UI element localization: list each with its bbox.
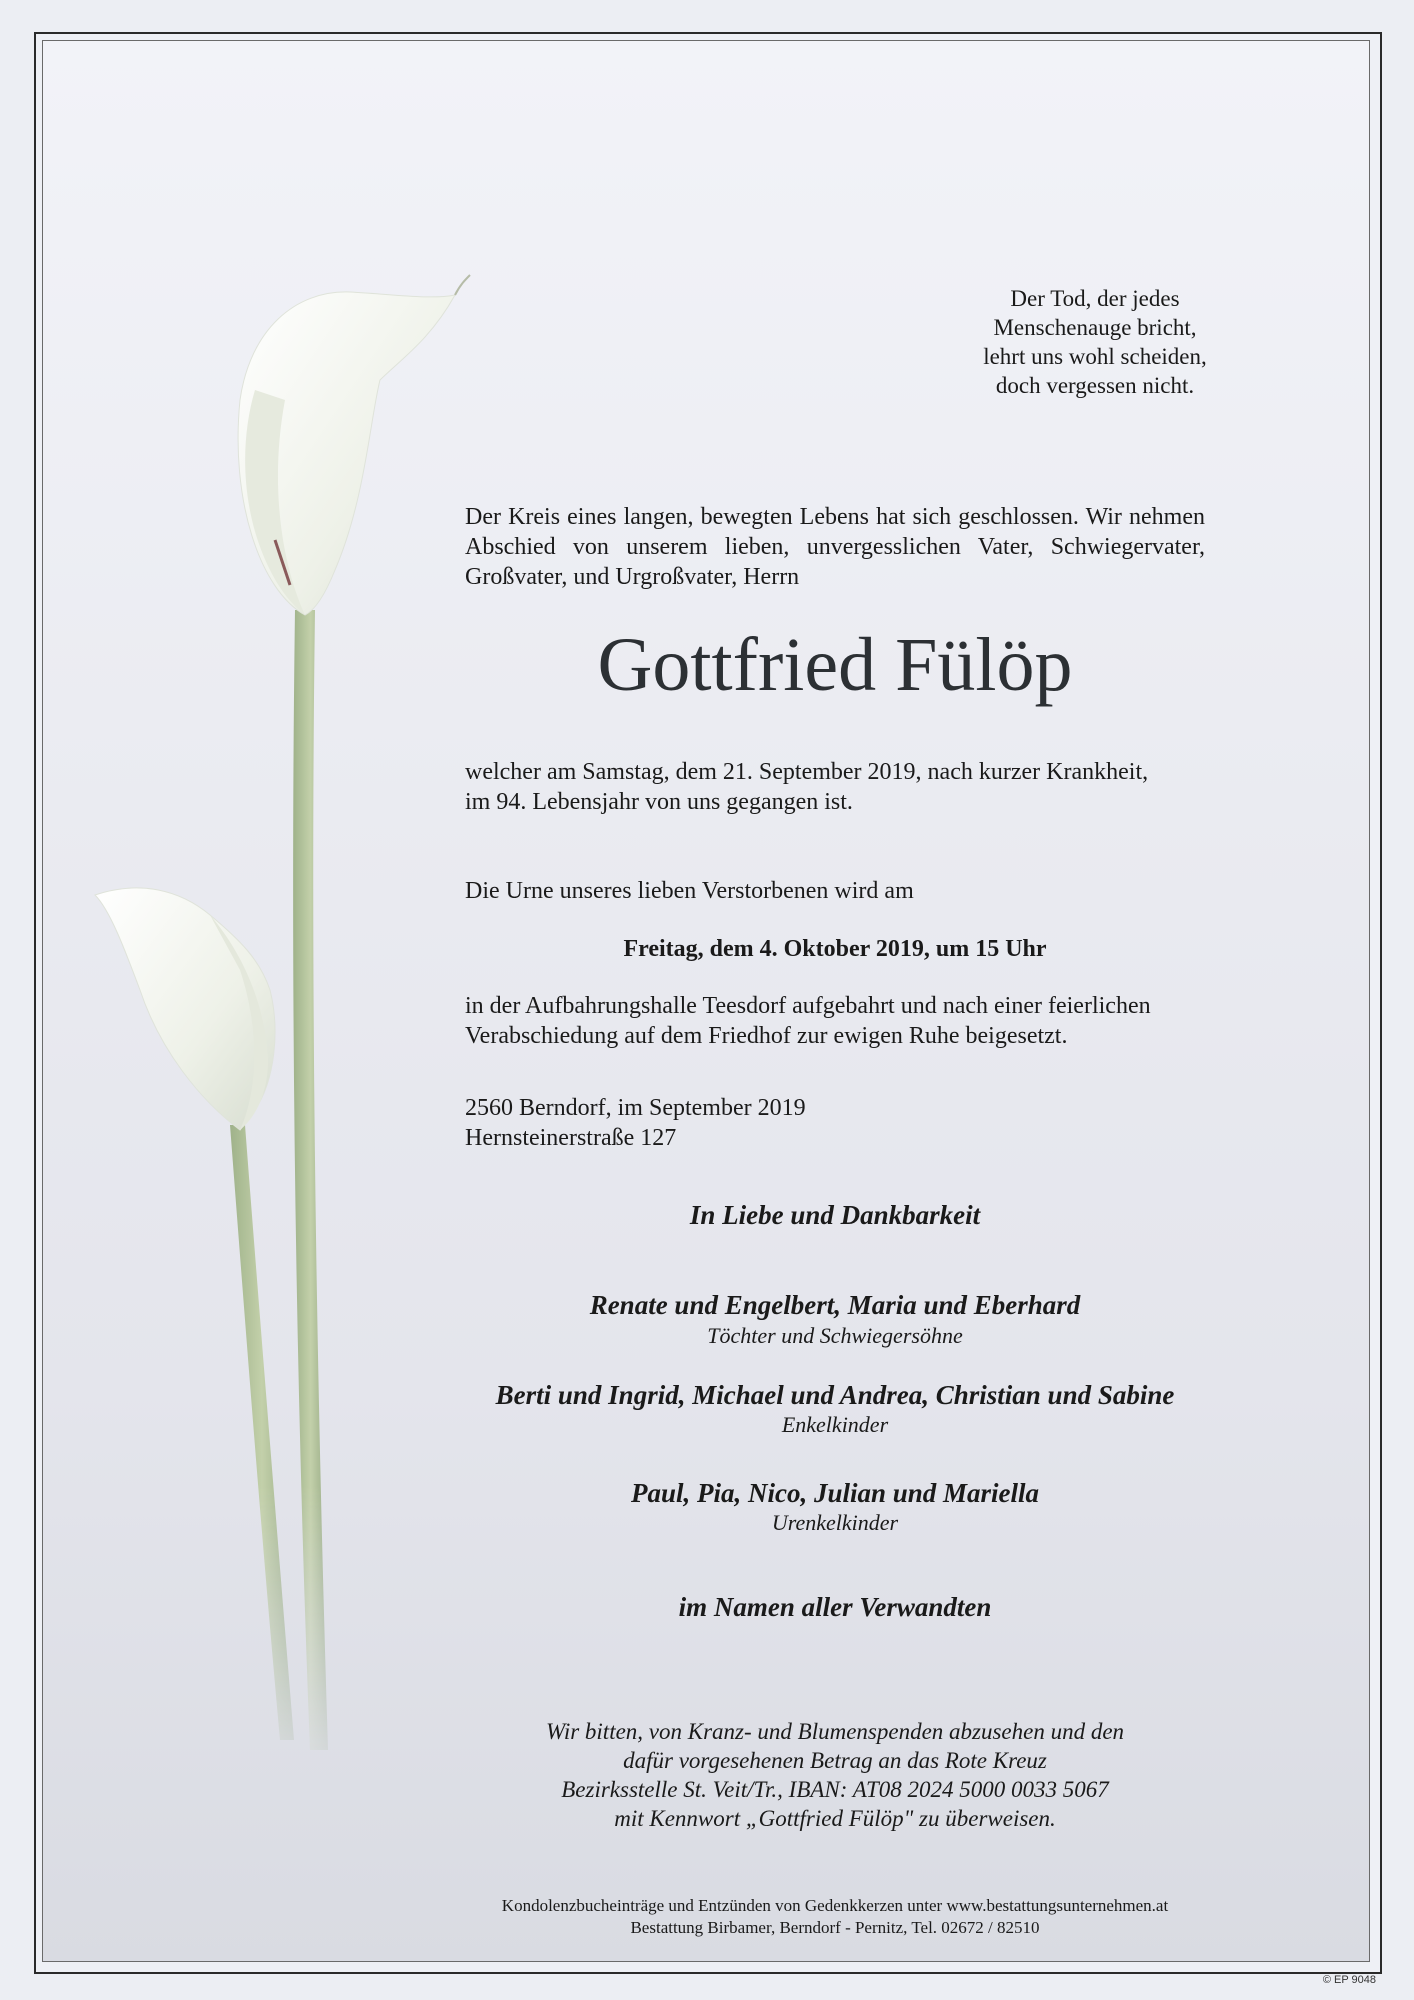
donation-line: Bezirksstelle St. Veit/Tr., IBAN: AT08 2024 5000 0033 5067 xyxy=(561,1777,1109,1802)
mourner-names: Paul, Pia, Nico, Julian und Mariella xyxy=(630,1478,1040,1508)
death-notice-line: welcher am Samstag, dem 21. September 2019, nach kurzer Krankheit, xyxy=(465,759,1149,785)
quote-line: Menschenauge bricht, xyxy=(993,315,1197,340)
quote-line: doch vergessen nicht. xyxy=(995,373,1195,398)
deceased-name: Gottfried Fülöp xyxy=(597,623,1073,707)
footer-condolence-line: Kondolenzbucheinträge und Entzünden von Gedenkkerzen unter www.bestattungsunternehmen.at xyxy=(501,1896,1169,1915)
mourner-role: Enkelkinder xyxy=(781,1412,889,1437)
template-code: © EP 9048 xyxy=(1322,1974,1376,1986)
donation-line: dafür vorgesehenen Betrag an das Rote Kreuz xyxy=(623,1748,1047,1773)
donation-line: Wir bitten, von Kranz- und Blumenspenden abzusehen und den xyxy=(545,1719,1125,1744)
ceremony-text-line: Verabschiedung auf dem Friedhof zur ewigen Ruhe beigesetzt. xyxy=(465,1023,1068,1049)
quote-line: lehrt uns wohl scheiden, xyxy=(983,344,1207,369)
mourner-role: Urenkelkinder xyxy=(771,1510,899,1535)
gratitude-line: In Liebe und Dankbarkeit xyxy=(689,1200,981,1230)
death-notice xyxy=(465,757,1225,817)
calla-lily-image xyxy=(80,270,520,1790)
ceremony-date: Freitag, dem 4. Oktober 2019, um 15 Uhr xyxy=(623,936,1047,962)
urn-intro: Die Urne unseres lieben Verstorbenen wird am xyxy=(465,878,914,904)
donation-line: mit Kennwort „Gottfried Fülöp" zu überweisen. xyxy=(614,1806,1056,1831)
place-date: 2560 Berndorf, im September 2019 xyxy=(465,1095,806,1121)
place-and-address xyxy=(465,1093,1065,1153)
on-behalf-line: im Namen aller Verwandten xyxy=(678,1592,992,1622)
ceremony-text-line: in der Aufbahrungshalle Teesdorf aufgebahrt und nach einer feierlichen xyxy=(465,993,1151,1019)
donation-request xyxy=(440,1717,1230,1833)
footer-funeral-home-line: Bestattung Birbamer, Berndorf - Pernitz, Tel. 02672 / 82510 xyxy=(630,1918,1040,1937)
mourner-role: Töchter und Schwiegersöhne xyxy=(707,1323,963,1348)
address: Hernsteinerstraße 127 xyxy=(465,1125,677,1151)
footer xyxy=(440,1895,1230,1939)
quote-line: Der Tod, der jedes xyxy=(1010,286,1180,311)
mourner-names: Berti und Ingrid, Michael und Andrea, Christian und Sabine xyxy=(495,1380,1175,1410)
ceremony-text xyxy=(465,991,1225,1051)
memorial-quote xyxy=(910,284,1280,400)
death-notice-line: im 94. Lebensjahr von uns gegangen ist. xyxy=(465,789,853,815)
intro-paragraph: Der Kreis eines langen, bewegten Lebens hat sich geschlossen. Wir nehmen Abschied von unserem lieben, unvergesslichen Vater, Schwiegervater, Großvater, und Urgroßvater, Herrn xyxy=(465,504,1205,590)
mourner-names: Renate und Engelbert, Maria und Eberhard xyxy=(589,1290,1081,1320)
